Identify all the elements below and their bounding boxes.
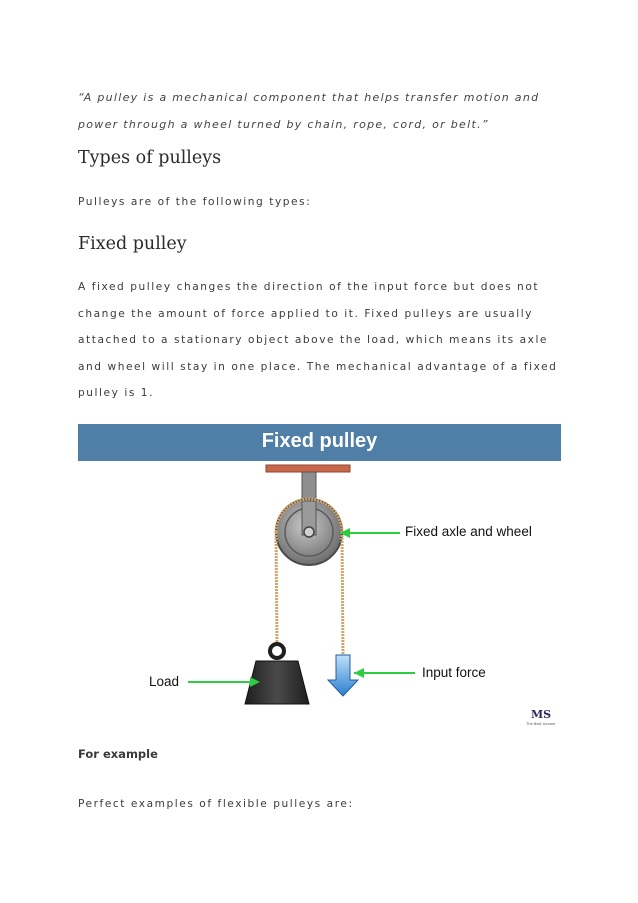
input-force-arrow-icon <box>328 655 358 696</box>
force-pointer-arrow-icon <box>354 668 364 678</box>
fixed-pulley-paragraph: A fixed pulley changes the direction of the input force but does not change the amount of force applied to it. Fixed pulleys are usually attached to a stationary object above the load, which means its axle and wheel will stay in one place. The mechanical advantage of a fixed pulley is 1. <box>78 281 558 399</box>
definition-quote: “A pulley is a mechanical component that helps transfer motion and power through a wheel turned by chain, rope, cord, or belt.” <box>78 91 540 131</box>
example-label: For example <box>78 747 158 761</box>
fixed-pulley-figure <box>78 424 561 730</box>
ceiling-bar <box>266 465 350 472</box>
brand-logo-subtext: The Best Answer <box>526 722 556 726</box>
label-load: Load <box>149 674 180 689</box>
brand-logo: MS <box>530 708 552 721</box>
fixed-pulley-heading: Fixed pulley <box>78 234 187 254</box>
types-intro: Pulleys are of the following types: <box>78 196 312 208</box>
types-heading: Types of pulleys <box>78 148 222 168</box>
figure-title: Fixed pulley <box>261 430 378 452</box>
label-fixed-axle: Fixed axle and wheel <box>405 524 532 539</box>
label-input-force: Input force <box>422 665 486 680</box>
pulley-diagram <box>78 461 561 730</box>
example-text: Perfect examples of flexible pulleys are: <box>78 798 354 810</box>
weight-hook <box>270 644 284 658</box>
pulley-axle <box>304 527 314 537</box>
